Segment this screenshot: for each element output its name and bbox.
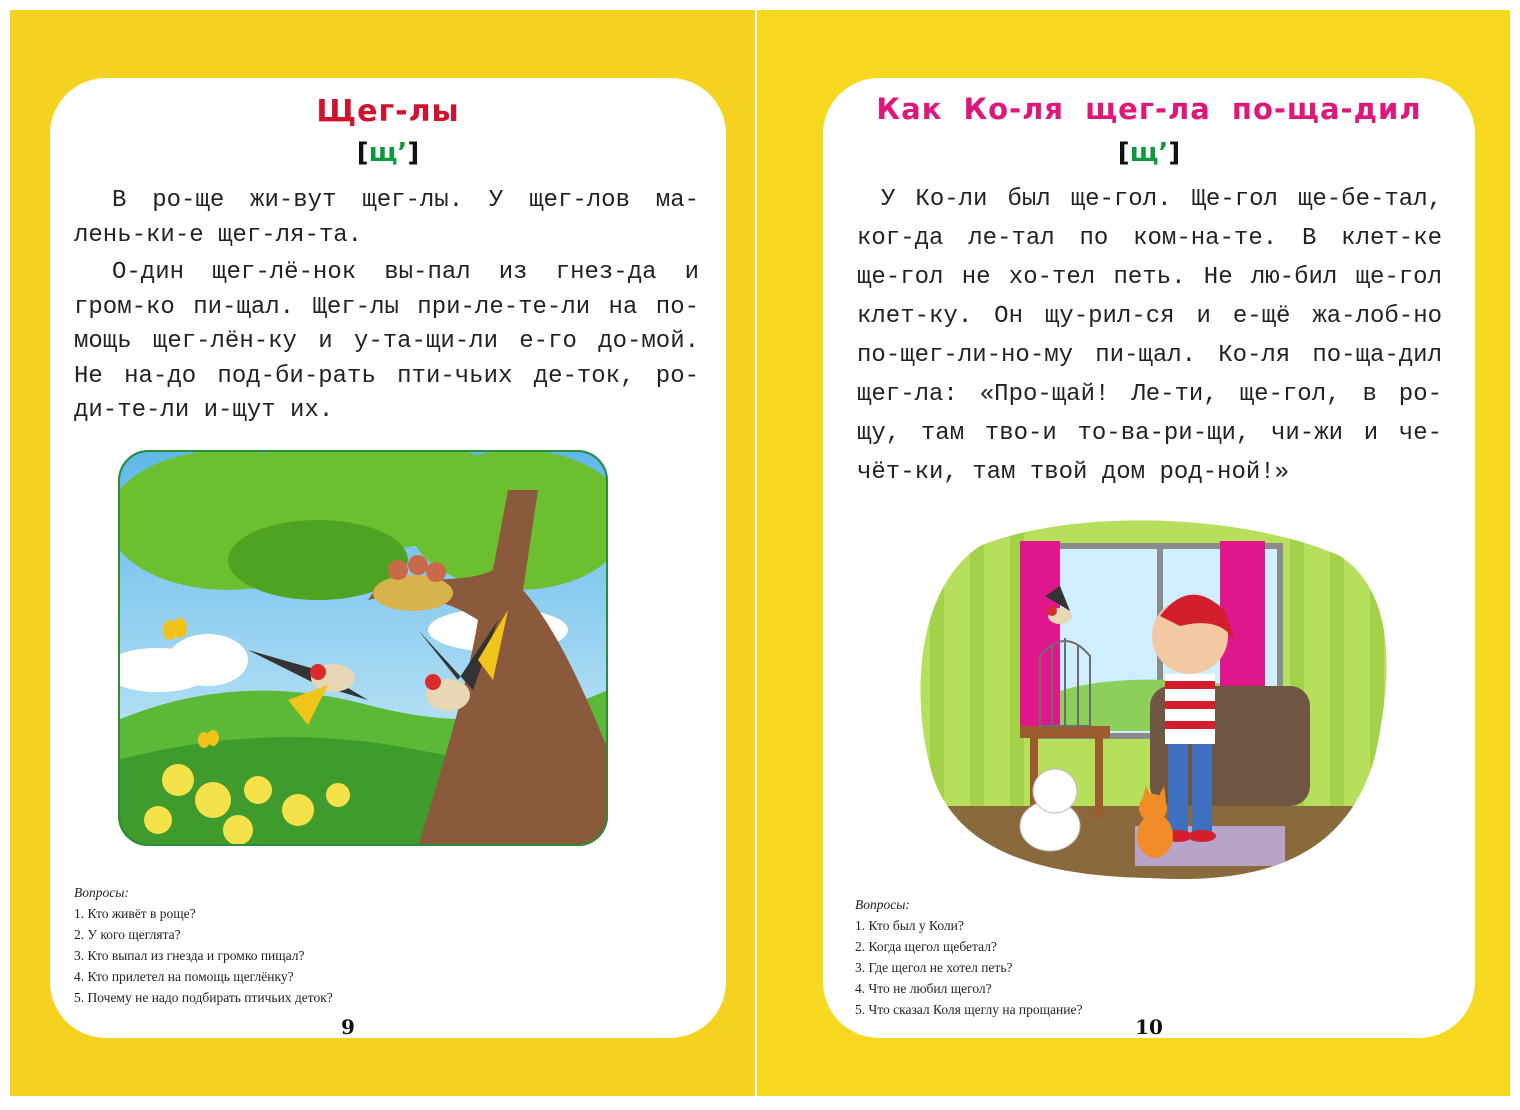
right-page-title: Как Ко-ля щег-ла по-ща-дил (876, 92, 1422, 126)
question-item: 3. Кто выпал из гнезда и громко пищал? (74, 948, 305, 963)
question-item: 4. Кто прилетел на помощь щеглёнку? (74, 969, 294, 984)
question-item: 4. Что не любил щегол? (855, 981, 992, 996)
right-paragraph-1: У Ко-ли был ще-гол. Ще-гол ще-бе-тал, ког-да ле-тал по ком-на-те. В клет-ке ще-гол не хо-тел петь. Не лю-бил ще-гол клет-ку. Он щу-рил-ся и е-щё жа-лоб-но по-щег-ли-но-му пи-щал. Ко-ля по-ща-дил щег-ла: «Про-щай! Ле-ти, ще-гол, в ро-щу, там тво-и то-ва-ри-щи, чи-жи и че-чёт-ки, там твой дом род-ной!» (857, 186, 1442, 486)
question-item: 3. Где щегол не хотел петь? (855, 960, 1013, 975)
left-questions (74, 882, 333, 1008)
questions-heading: Вопросы: (855, 897, 910, 912)
right-phoneme-label (823, 138, 1475, 168)
right-questions (855, 894, 1082, 1020)
left-page-title: Щег-лы (316, 94, 460, 129)
right-page-number: 10 (1135, 1015, 1163, 1039)
phoneme-open-bracket: [ (1117, 138, 1130, 168)
phoneme-close-bracket: ] (1168, 138, 1181, 168)
left-paragraph-1: В ро-ще жи-вут щег-лы. У щег-лов ма-лень-ки-е щег-ля-та. (74, 187, 699, 249)
phoneme-open-bracket: [ (356, 138, 369, 168)
question-item: 1. Кто живёт в роще? (74, 906, 196, 921)
left-phoneme-label (50, 138, 726, 168)
question-item: 5. Что сказал Коля щеглу на прощание? (855, 1002, 1083, 1017)
question-item: 1. Кто был у Коли? (855, 918, 964, 933)
question-item: 2. У кого щеглята? (74, 927, 181, 942)
phoneme-letter: щ’ (368, 138, 408, 168)
question-item: 5. Почему не надо подбирать птичьих деток? (74, 990, 333, 1005)
phoneme-letter: щ’ (1129, 138, 1169, 168)
left-paragraph-2: О-дин щег-лё-нок вы-пал из гнез-да и гром-ко пи-щал. Щег-лы при-ле-те-ли на по-мощь щег-лён-ку и у-та-щи-ли е-го до-мой. Не на-до под-би-рать пти-чьих де-ток, ро-ди-те-ли и-щут их. (74, 259, 699, 424)
table (1020, 726, 1110, 738)
left-page-number: 9 (341, 1015, 355, 1039)
goldfinches-tree-illustration (118, 450, 608, 846)
boy-room-illustration (920, 516, 1388, 881)
question-item: 2. Когда щегол щебетал? (855, 939, 997, 954)
tree-foliage (118, 450, 608, 600)
phoneme-close-bracket: ] (407, 138, 420, 168)
questions-heading: Вопросы: (74, 885, 129, 900)
